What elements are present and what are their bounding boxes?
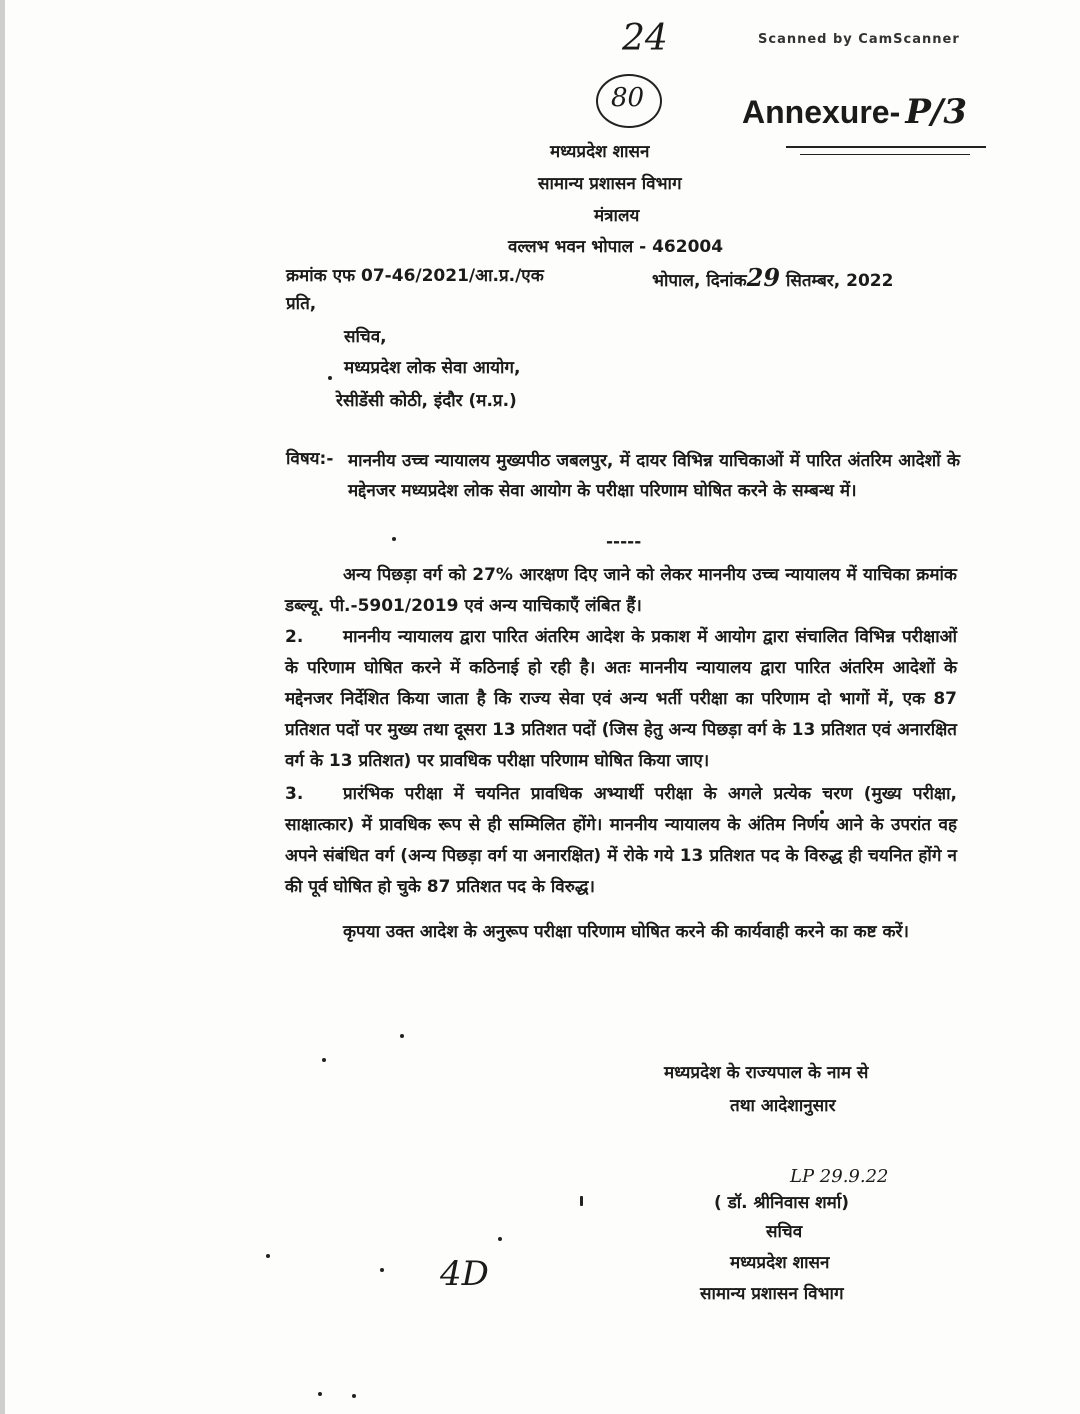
recipient-title: सचिव, (344, 327, 387, 347)
date-rest: सितम्बर, 2022 (785, 271, 894, 291)
annexure-text: Annexure- (742, 94, 901, 130)
subject-text: माननीय उच्च न्यायालय मुख्यपीठ जबलपुर, में दायर विभिन्न याचिकाओं में पारित अंतरिम आदेशों के मद्देनजर मध्यप्रदेश लोक सेवा आयोग के परीक्षा परिणाम घोषित करने के सम्बन्ध में। (348, 451, 960, 501)
annexure-underline (786, 146, 986, 148)
paragraph-1-text: अन्य पिछड़ा वर्ग को 27% आरक्षण दिए जाने को लेकर माननीय उच्च न्यायालय में याचिका क्रमांक डब्ल्यू. पी.-5901/2019 एवं अन्य याचिकाएँ लंबित हैं। (285, 565, 957, 616)
subject-label: विषय:- (286, 449, 334, 469)
annexure-label (742, 92, 967, 132)
paragraph-3 (285, 779, 957, 903)
signatory-name: ( डॉ. श्रीनिवास शर्मा) (714, 1193, 850, 1213)
recipient-address: रेसीडेंसी कोठी, इंदौर (म.प्र.) (336, 391, 517, 411)
date-day: 29 (746, 263, 781, 292)
recipient-org: मध्यप्रदेश लोक सेवा आयोग, (344, 358, 521, 378)
header-department: सामान्य प्रशासन विभाग (538, 174, 682, 194)
signatory-office-2: सामान्य प्रशासन विभाग (700, 1284, 844, 1304)
header-address: वल्लभ भवन भोपाल - 462004 (508, 237, 724, 257)
signature-initials: LP 29.9.22 (790, 1166, 889, 1187)
signatory-office-1: मध्यप्रदेश शासन (730, 1253, 830, 1273)
paragraph-2-text: माननीय न्यायालय द्वारा पारित अंतरिम आदेश के प्रकाश में आयोग द्वारा संचालित विभिन्न परीक्षाओं के परिणाम घोषित करने में कठिनाई हो रही है। अतः माननीय न्यायालय द्वारा पारित अंतरिम आदेशों के मद्देनजर निर्देशित किया जाता है कि राज्य सेवा एवं अन्य भर्ती परीक्षा का परिणाम दो भागों में, एक 87 प्रतिशत पदों पर मुख्य तथा दूसरा 13 प्रतिशत पदों (जिस हेतु अन्य पिछड़ा वर्ग के 13 प्रतिशत एवं अनारक्षित वर्ग के 13 प्रतिशत) पर प्रावधिक परीक्षा परिणाम घोषित किया जाए। (285, 627, 957, 771)
bottom-scribble: 4D (440, 1254, 489, 1294)
scan-speck (380, 1268, 384, 1272)
handwritten-page-number: 24 (622, 18, 668, 59)
circled-number: 80 (611, 83, 645, 113)
signatory-designation: सचिव (766, 1222, 803, 1242)
date-prefix: भोपाल, दिनांक (652, 271, 747, 291)
scan-speck (352, 1394, 356, 1398)
letter-body (285, 560, 957, 948)
scan-speck (820, 810, 824, 814)
scan-speck (318, 1392, 322, 1396)
paragraph-1 (285, 560, 957, 622)
scan-speck (580, 1196, 583, 1206)
header-state: मध्यप्रदेश शासन (550, 142, 650, 162)
letter-date (652, 263, 893, 292)
scan-speck (392, 537, 396, 541)
signature-line-2: तथा आदेशानुसार (730, 1096, 836, 1116)
subject-separator: ----- (606, 532, 642, 552)
paragraph-2 (285, 622, 957, 777)
scan-speck (400, 1034, 404, 1038)
scan-speck (266, 1254, 270, 1258)
reference-number: क्रमांक एफ 07-46/2021/आ.प्र./एक (286, 266, 544, 286)
paragraph-2-number: 2. (285, 627, 304, 647)
scan-speck (498, 1237, 502, 1241)
scan-edge (0, 0, 5, 1414)
header-ministry: मंत्रालय (594, 206, 640, 226)
scan-speck (322, 1058, 326, 1062)
annexure-number: P/3 (905, 92, 967, 132)
recipient-prati: प्रति, (286, 294, 317, 314)
annexure-underline-2 (800, 154, 970, 155)
paragraph-4 (285, 917, 957, 948)
signature-line-1: मध्यप्रदेश के राज्यपाल के नाम से (664, 1063, 869, 1083)
paragraph-4-text: कृपया उक्त आदेश के अनुरूप परीक्षा परिणाम घोषित करने की कार्यवाही करने का कष्ट करें। (343, 922, 909, 942)
paragraph-3-number: 3. (285, 784, 304, 804)
scan-speck (328, 376, 332, 380)
scanner-watermark: Scanned by CamScanner (758, 32, 960, 47)
circled-number-stamp (596, 74, 662, 128)
paragraph-3-text: प्रारंभिक परीक्षा में चयनित प्रावधिक अभ्यार्थी परीक्षा के अगले प्रत्येक चरण (मुख्य परीक्षा, साक्षात्कार) में प्रावधिक रूप से ही सम्मिलित होंगे। माननीय न्यायालय के अंतिम निर्णय आने के उपरांत वह अपने संबंधित वर्ग (अन्य पिछड़ा वर्ग या अनारक्षित) में रोके गये 13 प्रतिशत पद के विरुद्ध ही चयनित होंगे न की पूर्व घोषित हो चुके 87 प्रतिशत पद के विरुद्ध। (285, 784, 957, 897)
